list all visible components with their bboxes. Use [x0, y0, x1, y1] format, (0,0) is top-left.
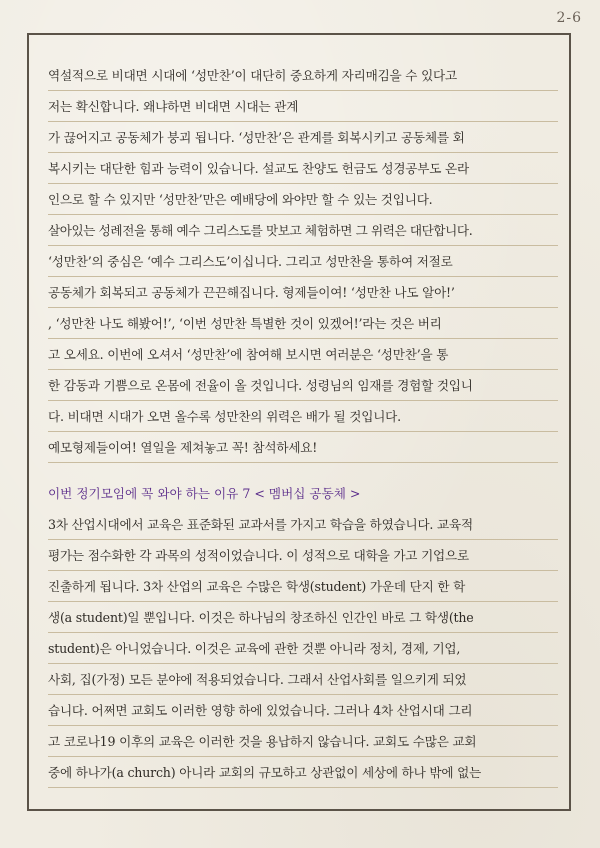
text-line: 인으로 할 수 있지만 ‘성만찬’만은 예배당에 와야만 할 수 있는 것입니다.	[48, 186, 558, 217]
page-number: 2-6	[556, 10, 582, 26]
text-line: 역설적으로 비대면 시대에 ‘성만찬’이 대단히 중요하게 자리매김을 수 있다고	[48, 62, 558, 93]
text-line: 공동체가 회복되고 공동체가 끈끈해집니다. 형제들이여! ‘성만찬 나도 알아!’	[48, 279, 558, 310]
section-heading: 이번 정기모임에 꼭 와야 하는 이유 7 < 멤버십 공동체 >	[48, 486, 361, 501]
section-gap	[48, 465, 558, 480]
text-line: 복시키는 대단한 힘과 능력이 있습니다. 설교도 찬양도 헌금도 성경공부도 온라	[48, 155, 558, 186]
paragraph-membership	[48, 511, 558, 790]
text-line: 습니다. 어쩌면 교회도 이러한 영향 하에 있었습니다. 그러나 4차 산업시대 그리	[48, 697, 558, 728]
text-line: 저는 확신합니다. 왜냐하면 비대면 시대는 관계	[48, 93, 558, 124]
text-line: 예모형제들이여! 열일을 제쳐놓고 꼭! 참석하세요!	[48, 434, 558, 465]
document-body	[48, 62, 558, 790]
text-line: 생(a student)일 뿐입니다. 이것은 하나님의 창조하신 인간인 바로 그 학생(the	[48, 604, 558, 635]
text-line: 다. 비대면 시대가 오면 올수록 성만찬의 위력은 배가 될 것입니다.	[48, 403, 558, 434]
text-line: 가 끊어지고 공동체가 붕괴 됩니다. ‘성만찬’은 관계를 회복시키고 공동체를 회	[48, 124, 558, 155]
text-line: student)은 아니었습니다. 이것은 교육에 관한 것뿐 아니라 정치, 경제, 기업,	[48, 635, 558, 666]
text-line: 고 코로나19 이후의 교육은 이러한 것을 용납하지 않습니다. 교회도 수많은 교회	[48, 728, 558, 759]
text-line: 중에 하나가(a church) 아니라 교회의 규모하고 상관없이 세상에 하나 밖에 없는	[48, 759, 558, 790]
text-line: 살아있는 성례전을 통해 예수 그리스도를 맛보고 체험하면 그 위력은 대단합니다.	[48, 217, 558, 248]
text-line: 진출하게 됩니다. 3차 산업의 교육은 수많은 학생(student) 가운데 단지 한 학	[48, 573, 558, 604]
paragraph-communion	[48, 62, 558, 465]
text-line: 고 오세요. 이번에 오셔서 ‘성만찬’에 참여해 보시면 여러분은 ‘성만찬’을 통	[48, 341, 558, 372]
text-line: ‘성만찬’의 중심은 ‘예수 그리스도’이십니다. 그리고 성만찬을 통하여 저절로	[48, 248, 558, 279]
text-line: , ‘성만찬 나도 해봤어!’, ‘이번 성만찬 특별한 것이 있겠어!’라는 것은 버리	[48, 310, 558, 341]
text-line: 사회, 집(가정) 모든 분야에 적용되었습니다. 그래서 산업사회를 일으키게 되었	[48, 666, 558, 697]
text-line: 한 감동과 기쁨으로 온몸에 전율이 올 것입니다. 성령님의 임재를 경험할 것입니	[48, 372, 558, 403]
text-line: 평가는 점수화한 각 과목의 성적이었습니다. 이 성적으로 대학을 가고 기업으로	[48, 542, 558, 573]
text-line: 3차 산업시대에서 교육은 표준화된 교과서를 가지고 학습을 하였습니다. 교육적	[48, 511, 558, 542]
